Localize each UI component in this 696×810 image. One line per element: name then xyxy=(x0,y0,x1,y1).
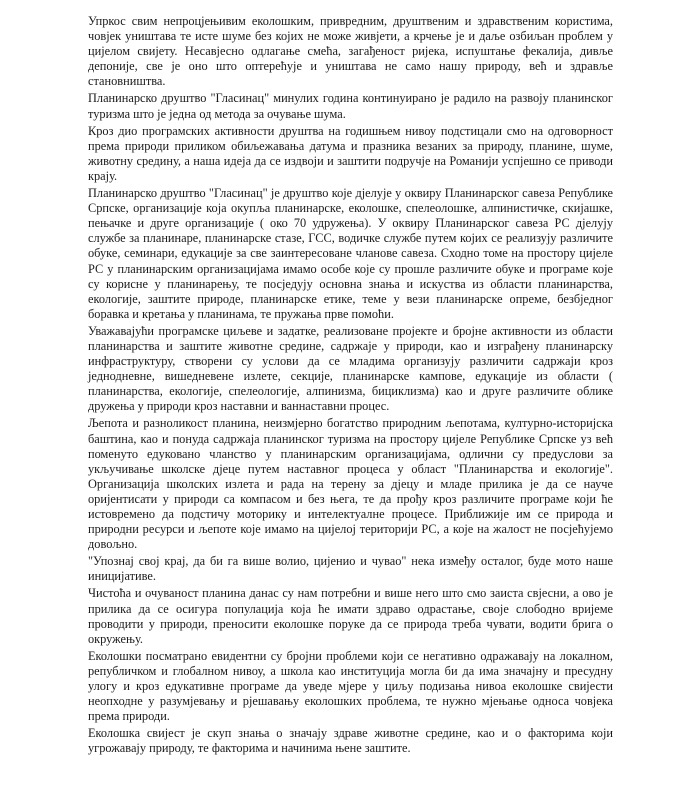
paragraph-5: Уважавајући програмске циљеве и задатке, реализоване пројекте и бројне активности из области планинарства и заштите животне средине, садржаје у природи, као и изграђену планинарску инфраструктуру, створени су услови да се младима организују различити садржаји кроз једнодневне, вишедневене излете, секције, планинарске кампове, едукације из области ( планинарства, екологије, спелеологије, алпинизма, бициклизма) као и друге различите облике дружења у природи кроз наставни и ваннаставни процес. xyxy=(88,323,613,414)
paragraph-9: Еколошки посматрано евидентни су бројни проблеми који се негативно одражавају на локалном, републичком и глобалном нивоу, а школа као институција могла би да има значајну и пресудну улогу и кроз едукативне програме да уведе мјере у циљу подизања нивоа еколошке свијести неопходне у разумјевању и рјешавању еколошких проблема, те нужно мјењање односа човјека према природи. xyxy=(88,648,613,724)
paragraph-4: Планинарско друштво "Гласинац" је друштво које дјелује у оквиру Планинарског савеза Републике Српске, организације која окупља планинарске, еколошке, спелеолошке, алпинистичке, скијашке, пењачке и друге организације ( око 70 удружења). У оквиру Планинарског савеза РС дјелују службе за планинаре, планинарске стазе, ГСС, водичке службе путем којих се реализују различите обуке, семинари, едукације за све заинтересоване чланове савеза. Сходно томе на простору цијеле РС у планинарским организацијама имамо особе које су прошле различите обуке и програме које су корисне у планинарењу, те посједују основна знања и искуства из области планинарства, екологије, заштите природе, планинарске етике, теме у вези планинарске опреме, безбједног боравка и кретања у планинама, те пружања прве помоћи. xyxy=(88,186,613,321)
paragraph-1: Упркос свим непроцјењивим еколошким, привредним, друштвеним и здравственим користима, човјек уништава те исте шуме без којих не може живјети, а крчење је и даље озбиљан проблем у цијелом свијету. Несавјесно одлагање смећа, загађеност ријека, испуштање фекалија, дивље депоније, све је оно што оптерећује и уништава не само нашу природу, већ и здравље становништва. xyxy=(88,14,613,89)
paragraph-2: Планинарско друштво "Гласинац" минулих година континуирано је радило на развоју планинског туризма што је једна од метода за очување шума. xyxy=(88,91,613,121)
paragraph-7: "Упознај свој крај, да би га више волио, цијенио и чувао" нека између осталог, буде мото наше иницијативе. xyxy=(88,554,613,584)
document-page xyxy=(88,14,613,759)
paragraph-10: Еколошка свијест је скуп знања о значају здраве животне средине, као и о факторима који угрожавају природу, те факторима и начинима њене заштите. xyxy=(88,726,613,756)
paragraph-3: Кроз дио програмских активности друштва на годишњем нивоу подстицали смо на одговорност према природи приликом обиљежавања датума и празника везаних за природу, планине, шуме, животну средину, а наша идеја да се издвоји и заштити подручје на Романији успјешно се приводи крају. xyxy=(88,123,613,183)
paragraph-6: Љепота и разноликост планина, неизмјерно богатство природним љепотама, културно-историјска баштина, као и понуда садржаја планинског туризма на простору цијеле Републике Српске уз већ поменуто едуковано чланство у планинарским организацијама, одлични су предуслови за укључивање школске дјеце путем наставног процеса у област "Планинарства и екологије". Организација школских излета и рада на терену за дјецу и младе прилика је да се науче оријентисати у природи са компасом и без њега, те да прођу кроз различите програме који ће истовремено да подстичу моторику и интелектуалне процесе. Приближије им се природа и природни ресурси и љепоте које имамо на цијелој територији РС, а које на жалост не посјећујемо довољно. xyxy=(88,416,613,552)
paragraph-8: Чистоћа и очуваност планина данас су нам потребни и више него што смо заиста свјесни, а ово је прилика да се осигура популација која ће имати здраво одрастање, своје слободно вријеме проводити у природи, преносити еколошке поруке да се природа треба чувати, водити брига о окружењу. xyxy=(88,586,613,646)
